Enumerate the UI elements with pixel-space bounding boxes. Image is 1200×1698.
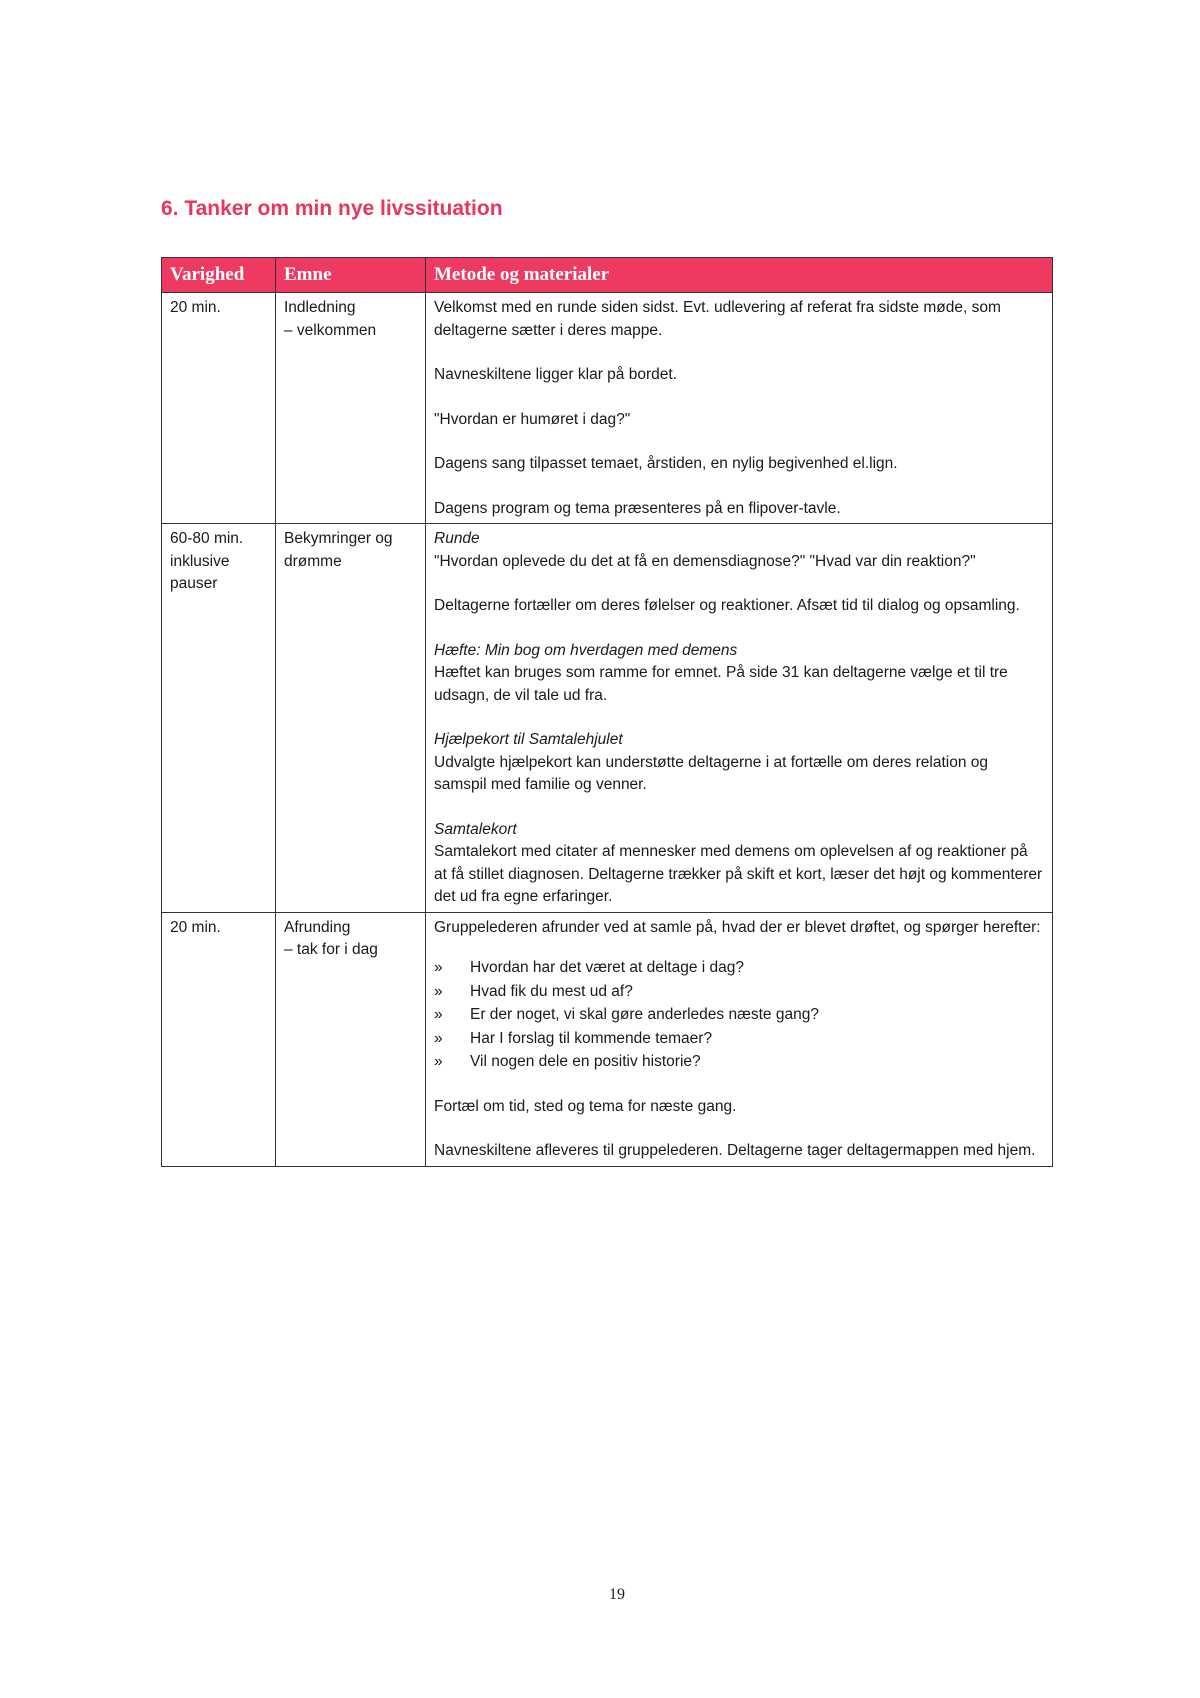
duration-cell bbox=[162, 912, 276, 1166]
topic-line: – tak for i dag bbox=[284, 941, 378, 958]
method-cell bbox=[426, 912, 1053, 1166]
bullet-icon: » bbox=[434, 982, 443, 1000]
list-item bbox=[434, 1028, 1044, 1051]
list-item bbox=[434, 981, 1044, 1004]
method-paragraph: Dagens sang tilpasset temaet, årstiden, en nylig begivenhed el.lign. bbox=[434, 455, 898, 472]
duration-cell bbox=[162, 293, 276, 524]
topic-cell bbox=[276, 293, 426, 524]
table-row bbox=[162, 293, 1053, 524]
bullet-icon: » bbox=[434, 1006, 443, 1023]
method-paragraph: Dagens program og tema præsenteres på en flipover-tavle. bbox=[434, 499, 841, 517]
table-header-row bbox=[162, 258, 1053, 293]
list-item bbox=[434, 957, 1044, 980]
method-paragraph: Fortæl om tid, sted og tema for næste gang. bbox=[434, 1097, 737, 1115]
method-paragraph: Navneskiltene afleveres til gruppelederen. Deltagerne tager deltagermappen med hjem. bbox=[434, 1142, 1036, 1159]
question-text: Hvordan har det været at deltage i dag? bbox=[470, 959, 745, 976]
method-paragraph: Hæftet kan bruges som ramme for emnet. På side 31 kan deltagerne vælge et til tre udsagn, de vil tale ud fra. bbox=[434, 664, 1008, 704]
method-paragraph: Udvalgte hjælpekort kan understøtte deltagerne i at fortælle om deres relation og samspil med familie og venner. bbox=[434, 753, 988, 793]
method-cell bbox=[426, 293, 1053, 524]
topic-line: Afrunding bbox=[284, 918, 351, 936]
session-plan-table bbox=[161, 257, 1053, 1167]
method-cell bbox=[426, 524, 1053, 913]
method-subheading: Hjælpekort til Samtalehjulet bbox=[434, 731, 623, 748]
duration-text: 20 min. bbox=[170, 918, 221, 936]
duration-text: 20 min. bbox=[170, 299, 221, 316]
topic-cell bbox=[276, 524, 426, 913]
topic-line: Bekymringer og bbox=[284, 530, 393, 547]
topic-line: Indledning bbox=[284, 299, 356, 316]
bullet-icon: » bbox=[434, 1029, 443, 1047]
duration-cell bbox=[162, 524, 276, 913]
header-topic: Emne bbox=[276, 258, 426, 293]
question-text: Vil nogen dele en positiv historie? bbox=[470, 1053, 701, 1070]
method-paragraph: Velkomst med en runde siden sidst. Evt. udlevering af referat fra sidste møde, som deltagerne sætter i deres mappe. bbox=[434, 299, 1001, 339]
list-item bbox=[434, 1004, 1044, 1027]
method-paragraph: Navneskiltene ligger klar på bordet. bbox=[434, 366, 677, 383]
topic-line: – velkommen bbox=[284, 321, 377, 339]
page-number: 19 bbox=[609, 1586, 625, 1603]
method-subheading: Samtalekort bbox=[434, 820, 517, 838]
bullet-icon: » bbox=[434, 1053, 443, 1070]
question-text: Hvad fik du mest ud af? bbox=[470, 982, 633, 1000]
method-subheading: Runde bbox=[434, 530, 480, 547]
table-row bbox=[162, 912, 1053, 1166]
list-item bbox=[434, 1051, 1044, 1074]
method-paragraph: Samtalekort med citater af mennesker med demens om oplevelsen af og reaktioner på at få stillet diagnosen. Deltagerne trækker på skift et kort, læser det højt og kommenterer det ud fra egne erfaringer. bbox=[434, 843, 1043, 905]
method-paragraph: Deltagerne fortæller om deres følelser og reaktioner. Afsæt tid til dialog og opsamling. bbox=[434, 597, 1020, 614]
question-list bbox=[434, 957, 1044, 1074]
method-paragraph: Gruppelederen afrunder ved at samle på, hvad der er blevet drøftet, og spørger herefter: bbox=[434, 918, 1041, 936]
duration-text: inklusive bbox=[170, 552, 230, 570]
duration-text: pauser bbox=[170, 575, 218, 592]
topic-line: drømme bbox=[284, 552, 342, 570]
header-method: Metode og materialer bbox=[426, 258, 1053, 293]
page-title: 6. Tanker om min nye livssituation bbox=[161, 197, 503, 220]
table-row bbox=[162, 524, 1053, 913]
method-paragraph: "Hvordan oplevede du det at få en demensdiagnose?" "Hvad var din reaktion?" bbox=[434, 552, 976, 570]
method-subheading: Hæfte: Min bog om hverdagen med demens bbox=[434, 641, 738, 659]
method-paragraph: "Hvordan er humøret i dag?" bbox=[434, 410, 631, 428]
question-text: Er der noget, vi skal gøre anderledes næste gang? bbox=[470, 1006, 819, 1023]
duration-text: 60-80 min. bbox=[170, 530, 244, 547]
bullet-icon: » bbox=[434, 959, 443, 976]
question-text: Har I forslag til kommende temaer? bbox=[470, 1029, 713, 1047]
topic-cell bbox=[276, 912, 426, 1166]
header-duration: Varighed bbox=[162, 258, 276, 293]
